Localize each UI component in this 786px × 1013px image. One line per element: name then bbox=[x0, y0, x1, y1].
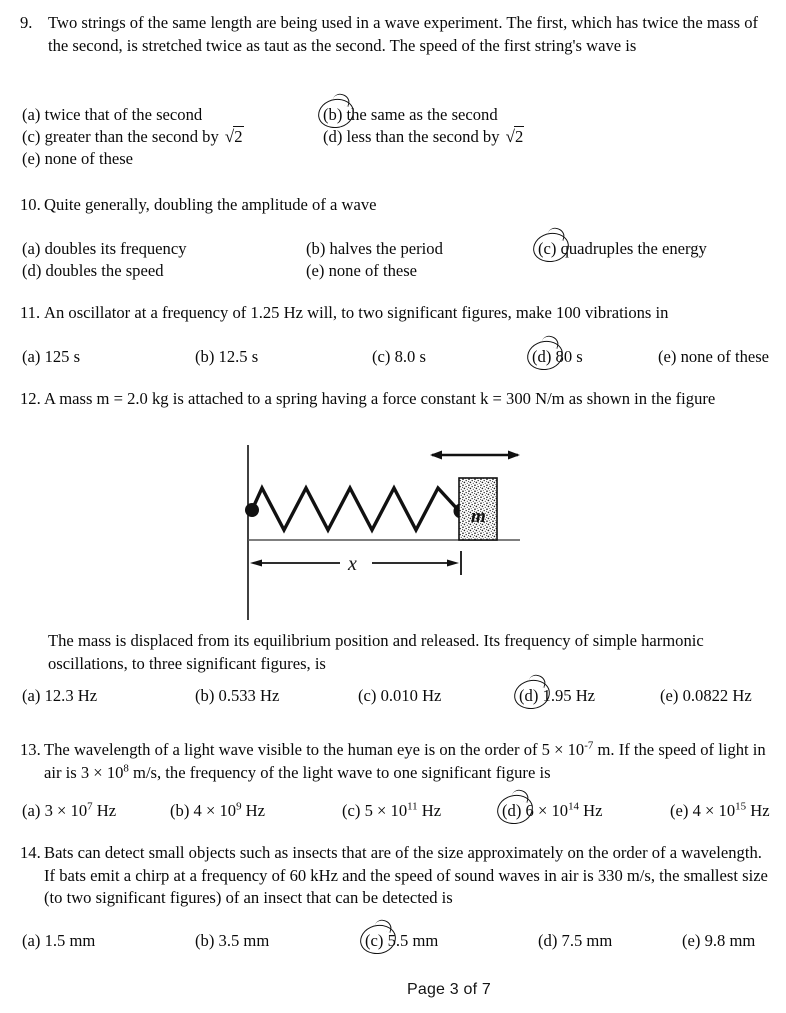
option-12-c[interactable] bbox=[358, 685, 441, 708]
option-13-c-unit: Hz bbox=[417, 801, 442, 820]
question-12-text2: The mass is displaced from its equilibrium position and released. Its frequency of simple harmonic oscillations, to three significant figures, is bbox=[48, 631, 704, 673]
option-12-c-label: (c) bbox=[358, 686, 377, 705]
x-dimension-label: x bbox=[348, 553, 357, 575]
option-10-d-text: doubles the speed bbox=[45, 261, 164, 280]
question-12-body bbox=[20, 388, 772, 411]
option-12-d[interactable] bbox=[519, 685, 595, 708]
question-14-number: 14. bbox=[20, 843, 41, 862]
question-12-text: A mass m = 2.0 kg is attached to a spring having a force constant k = 300 N/m as shown in the figure bbox=[44, 389, 716, 408]
option-9-a-text: twice that of the second bbox=[44, 105, 203, 124]
x-arrow-head-right bbox=[447, 560, 459, 567]
option-11-e-text: none of these bbox=[680, 347, 770, 366]
x-arrow-head-left bbox=[250, 560, 262, 567]
option-11-a[interactable] bbox=[22, 346, 80, 369]
option-14-e-label: (e) bbox=[682, 931, 701, 950]
option-13-b-exp: 9 bbox=[236, 800, 242, 813]
question-12-continuation-body bbox=[48, 630, 768, 675]
option-11-b-text: 12.5 s bbox=[218, 347, 259, 366]
option-13-e-exp: 15 bbox=[735, 800, 747, 813]
page-footer bbox=[0, 981, 786, 999]
option-14-c[interactable] bbox=[365, 930, 438, 953]
option-12-d-text: 1.95 Hz bbox=[542, 686, 596, 705]
mass-spring-diagram bbox=[0, 430, 786, 630]
option-13-d-label: (d) bbox=[502, 800, 521, 823]
option-13-e[interactable] bbox=[670, 800, 770, 823]
option-13-b[interactable] bbox=[170, 800, 265, 823]
option-14-c-text: 5.5 mm bbox=[387, 931, 439, 950]
option-9-d-text: less than the second by bbox=[346, 127, 500, 146]
question-14-text: Bats can detect small objects such as insects that are of the size approximately on the order of a wavelength. If bats emit a chirp at a frequency of 60 kHz and the speed of sound waves in air is 330 m/s, the smallest size (to two significant figures) of an insect that can be detected is bbox=[44, 843, 768, 907]
option-9-c[interactable] bbox=[22, 126, 244, 149]
option-13-d-exp: 14 bbox=[568, 800, 579, 813]
option-13-d[interactable] bbox=[502, 800, 603, 823]
question-11-number: 11. bbox=[20, 303, 41, 322]
option-13-c[interactable] bbox=[342, 800, 441, 823]
option-14-e-text: 9.8 mm bbox=[704, 931, 756, 950]
question-13-text-a: The wavelength of a light wave visible to the human eye is on the order of 5 × 10 bbox=[44, 740, 585, 759]
option-13-a-exp: 7 bbox=[87, 800, 93, 813]
question-13-exp-a: -7 bbox=[584, 739, 594, 752]
question-14 bbox=[20, 842, 772, 910]
question-11 bbox=[20, 302, 772, 325]
option-12-a-text: 12.3 Hz bbox=[44, 686, 98, 705]
option-10-e-text: none of these bbox=[328, 261, 418, 280]
option-14-b-label: (b) bbox=[195, 931, 215, 950]
option-12-e[interactable] bbox=[660, 685, 752, 708]
question-9-number: 9. bbox=[20, 13, 33, 32]
option-11-c[interactable] bbox=[372, 346, 426, 369]
option-10-c[interactable] bbox=[538, 238, 707, 261]
question-12-number: 12. bbox=[20, 389, 41, 408]
option-10-d[interactable] bbox=[22, 260, 164, 283]
option-13-d-mant: 6 × 10 bbox=[525, 801, 569, 820]
option-9-b[interactable] bbox=[323, 104, 498, 127]
option-13-e-label: (e) bbox=[670, 801, 689, 820]
question-13-number: 13. bbox=[20, 740, 41, 759]
option-12-d-label: (d) bbox=[519, 685, 538, 708]
option-14-b-text: 3.5 mm bbox=[218, 931, 270, 950]
option-9-c-text: greater than the second by bbox=[44, 127, 219, 146]
question-9-text: Two strings of the same length are being used in a wave experiment. The first, which has twice the mass of the second, is stretched twice as taut as the second. The speed of the first string's wave is bbox=[48, 13, 759, 55]
question-12 bbox=[20, 388, 772, 411]
option-13-a[interactable] bbox=[22, 800, 116, 823]
option-9-e-text: none of these bbox=[44, 149, 134, 168]
question-13 bbox=[20, 739, 772, 784]
option-14-d[interactable] bbox=[538, 930, 612, 953]
option-11-b-label: (b) bbox=[195, 347, 215, 366]
option-12-c-text: 0.010 Hz bbox=[380, 686, 442, 705]
option-14-d-label: (d) bbox=[538, 931, 558, 950]
option-10-a[interactable] bbox=[22, 238, 187, 261]
option-10-b-text: halves the period bbox=[329, 239, 443, 258]
question-13-text-c: m/s, the frequency of the light wave to one significant figure is bbox=[128, 762, 551, 782]
option-14-a[interactable] bbox=[22, 930, 95, 953]
option-9-d-radical: √2 bbox=[505, 127, 524, 146]
motion-arrow-head-right bbox=[508, 451, 520, 460]
option-9-e[interactable] bbox=[22, 148, 133, 171]
option-9-a-label: (a) bbox=[22, 105, 41, 124]
option-11-a-text: 125 s bbox=[44, 347, 81, 366]
question-13-exp-b: 8 bbox=[123, 761, 129, 774]
option-9-b-text: the same as the second bbox=[346, 105, 498, 124]
option-13-c-label: (c) bbox=[342, 801, 361, 820]
option-13-a-mant: 3 × 10 bbox=[44, 801, 88, 820]
option-13-b-unit: Hz bbox=[241, 801, 266, 820]
question-9-body bbox=[20, 12, 772, 57]
option-14-a-label: (a) bbox=[22, 931, 41, 950]
option-11-d-text: 80 s bbox=[555, 347, 583, 366]
option-12-b[interactable] bbox=[195, 685, 279, 708]
page-number-text: Page 3 of 7 bbox=[406, 981, 492, 998]
option-9-c-label: (c) bbox=[22, 127, 41, 146]
option-11-b[interactable] bbox=[195, 346, 258, 369]
option-12-b-text: 0.533 Hz bbox=[218, 686, 280, 705]
option-12-a[interactable] bbox=[22, 685, 97, 708]
option-11-a-label: (a) bbox=[22, 347, 41, 366]
option-14-e[interactable] bbox=[682, 930, 755, 953]
option-10-e-label: (e) bbox=[306, 261, 325, 280]
option-10-b-label: (b) bbox=[306, 239, 326, 258]
option-10-d-label: (d) bbox=[22, 261, 42, 280]
question-13-text bbox=[44, 739, 772, 784]
option-12-b-label: (b) bbox=[195, 686, 215, 705]
spring-coil bbox=[252, 488, 460, 530]
option-13-e-unit: Hz bbox=[746, 801, 770, 820]
option-13-d-unit: Hz bbox=[579, 801, 603, 820]
option-12-e-text: 0.0822 Hz bbox=[682, 686, 752, 705]
option-11-e[interactable] bbox=[658, 346, 769, 369]
option-14-a-text: 1.5 mm bbox=[44, 931, 96, 950]
option-10-c-label: (c) bbox=[538, 238, 556, 261]
question-10-body bbox=[20, 194, 772, 217]
option-10-c-text: quadruples the energy bbox=[560, 239, 707, 258]
option-13-b-mant: 4 × 10 bbox=[193, 801, 237, 820]
question-11-body bbox=[20, 302, 772, 325]
option-9-a[interactable] bbox=[22, 104, 202, 127]
spring-wall-anchor-dot bbox=[245, 503, 259, 517]
option-13-b-label: (b) bbox=[170, 801, 190, 820]
option-14-b[interactable] bbox=[195, 930, 269, 953]
option-10-a-label: (a) bbox=[22, 239, 41, 258]
option-9-b-label: (b) bbox=[323, 104, 342, 127]
motion-arrow-head-left bbox=[430, 451, 442, 460]
option-9-e-label: (e) bbox=[22, 149, 41, 168]
option-12-a-label: (a) bbox=[22, 686, 41, 705]
option-11-d-label: (d) bbox=[532, 346, 551, 369]
option-9-d-label: (d) bbox=[323, 127, 343, 146]
option-13-e-mant: 4 × 10 bbox=[692, 801, 736, 820]
question-11-text: An oscillator at a frequency of 1.25 Hz will, to two significant figures, make 100 vibrations in bbox=[44, 303, 669, 322]
option-10-a-text: doubles its frequency bbox=[44, 239, 187, 258]
option-11-e-label: (e) bbox=[658, 347, 677, 366]
option-9-d[interactable] bbox=[323, 126, 524, 149]
option-13-a-unit: Hz bbox=[92, 801, 117, 820]
question-13-body bbox=[20, 739, 772, 784]
question-9 bbox=[20, 12, 772, 57]
question-13-text-b: m. If the speed of light in air is 3 × 10 bbox=[44, 740, 766, 782]
option-10-e[interactable] bbox=[306, 260, 417, 283]
option-11-c-text: 8.0 s bbox=[394, 347, 426, 366]
question-10 bbox=[20, 194, 772, 217]
option-9-c-radical: √2 bbox=[224, 127, 243, 146]
option-13-c-exp: 11 bbox=[407, 800, 418, 813]
option-14-c-label: (c) bbox=[365, 930, 383, 953]
option-10-b[interactable] bbox=[306, 238, 443, 261]
question-12-continuation bbox=[48, 630, 768, 675]
option-14-d-text: 7.5 mm bbox=[561, 931, 613, 950]
question-14-body bbox=[20, 842, 772, 910]
option-13-c-mant: 5 × 10 bbox=[364, 801, 408, 820]
option-12-e-label: (e) bbox=[660, 686, 679, 705]
question-10-text: Quite generally, doubling the amplitude of a wave bbox=[44, 195, 377, 214]
question-10-number: 10. bbox=[20, 195, 41, 214]
mass-block-label: m bbox=[471, 506, 486, 527]
option-11-c-label: (c) bbox=[372, 347, 391, 366]
option-11-d[interactable] bbox=[532, 346, 583, 369]
option-13-a-label: (a) bbox=[22, 801, 41, 820]
